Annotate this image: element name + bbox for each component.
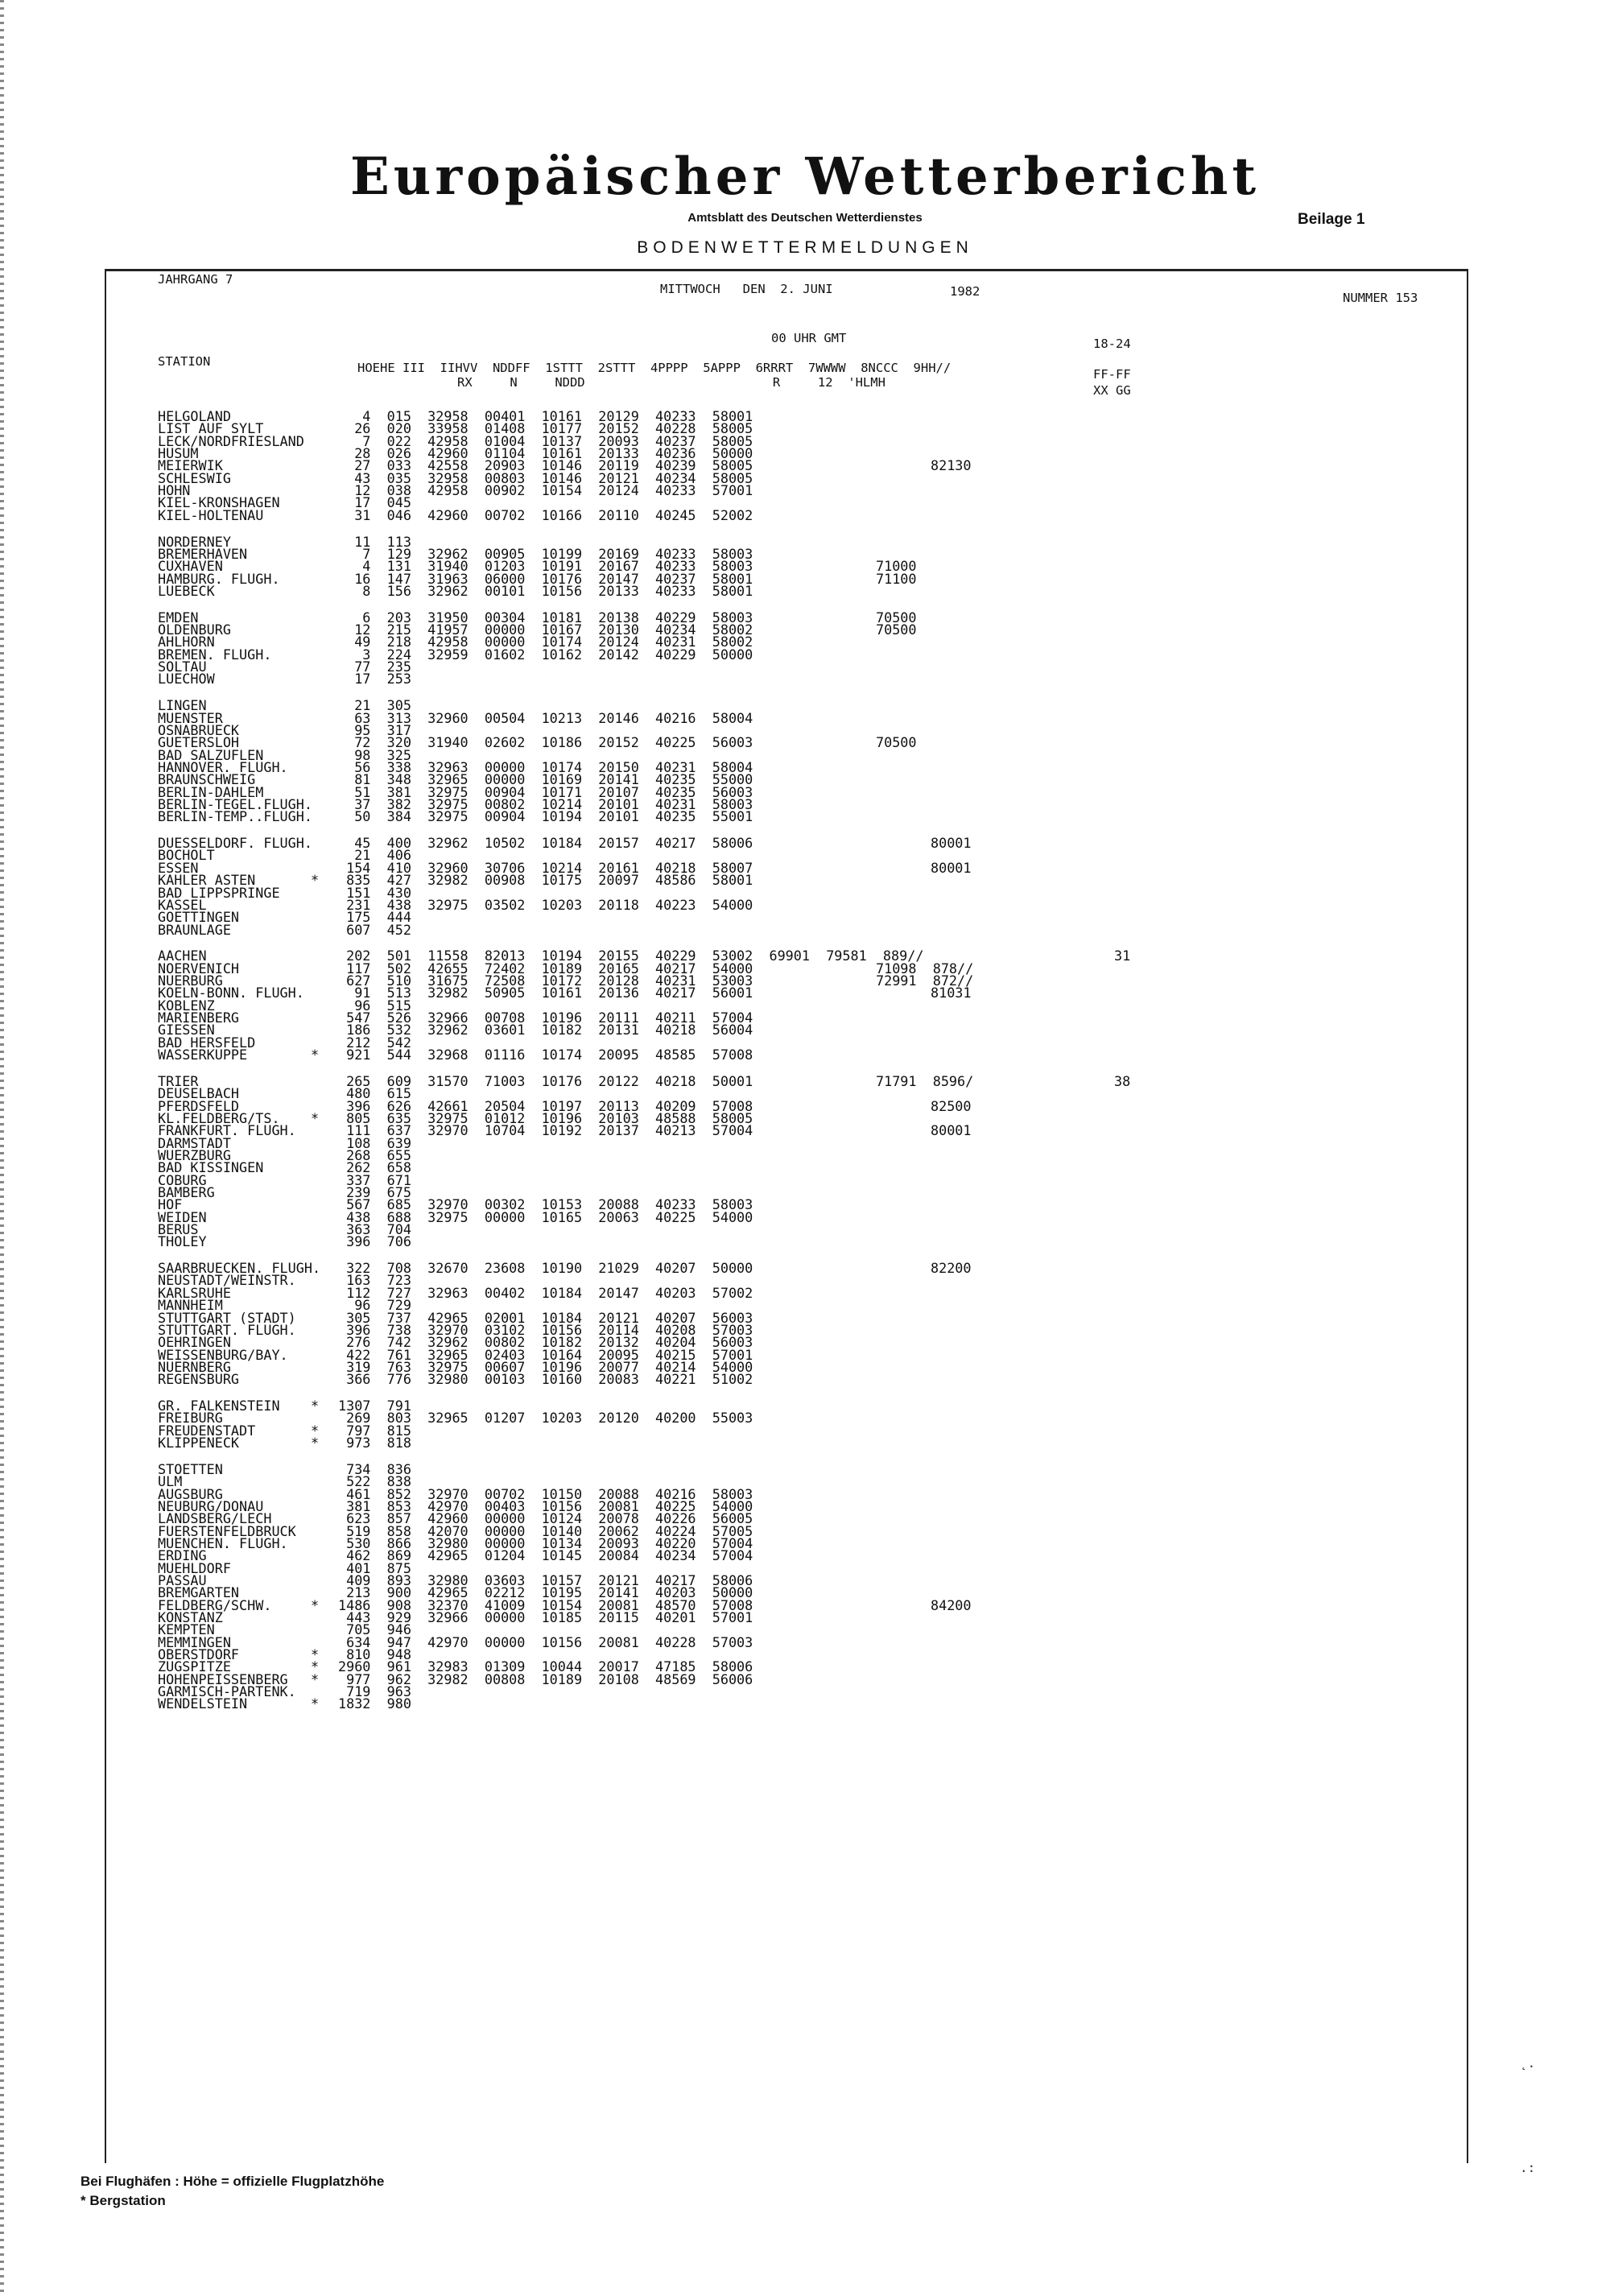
station-data: 734 836 <box>338 1461 411 1477</box>
station-name: MUENCHEN. FLUGH. <box>158 1535 288 1551</box>
station-data: 186 532 32962 03601 10182 20131 40218 56004 <box>338 1022 753 1038</box>
station-name: HUSUM <box>158 445 199 461</box>
station-data: 111 637 32970 10704 10192 20137 40213 57004 <box>338 1122 753 1138</box>
station-data: 91 513 32982 50905 10161 20136 40217 56001 <box>338 985 753 1001</box>
code-column-subheaders: RX N NDDD R 12 'HLMH <box>457 375 886 390</box>
station-data: 17 253 <box>338 671 411 687</box>
station-name: BERUS <box>158 1221 199 1237</box>
station-data: 366 776 32980 00103 10160 20083 40221 51002 <box>338 1371 753 1387</box>
code-column-headers: HOEHE III IIHVV NDDFF 1STTT 2STTT 4PPPP 5APPP 6RRRT 7WWWW 8NCCC 9HH// <box>357 361 952 375</box>
station-data: 8 156 32962 00101 10156 20133 40233 58001 <box>338 583 753 599</box>
station-name: GOETTINGEN <box>158 909 240 925</box>
station-data: 797 815 <box>338 1423 411 1439</box>
station-name: OBERSTDORF <box>158 1646 240 1662</box>
station-name: LUECHOW <box>158 671 215 687</box>
station-data: 239 675 <box>338 1184 411 1200</box>
weather-group: 70500 <box>876 734 917 750</box>
station-name: KIEL-KRONSHAGEN <box>158 494 280 510</box>
mountain-station-marker: * <box>311 1671 320 1687</box>
station-data: 1486 908 32370 41009 10154 20081 48570 57008 <box>338 1597 753 1613</box>
station-data: 438 688 32975 00000 10165 20063 40225 54000 <box>338 1209 753 1225</box>
station-data: 805 635 32975 01012 10196 20103 48588 58005 <box>338 1110 753 1126</box>
weather-group: 71100 <box>876 571 917 587</box>
station-name: BERLIN-DAHLEM <box>158 784 264 800</box>
station-name: FELDBERG/SCHW. <box>158 1597 272 1613</box>
station-name: SOLTAU <box>158 659 207 675</box>
station-data: 96 515 <box>338 997 411 1014</box>
station-data: 262 658 <box>338 1159 411 1175</box>
station-name: KONSTANZ <box>158 1609 223 1625</box>
station-data: 276 742 32962 00802 10182 20132 40204 56003 <box>338 1334 753 1350</box>
station-name: WEISSENBURG/BAY. <box>158 1347 288 1363</box>
station-data: 151 430 <box>338 885 411 901</box>
station-name: KLIPPENECK <box>158 1435 240 1451</box>
margin-mark: .: <box>1520 2160 1536 2175</box>
station-name: WENDELSTEIN <box>158 1695 248 1712</box>
station-name: WASSERKUPPE <box>158 1047 248 1063</box>
station-data: 7 022 42958 01004 10137 20093 40237 58005 <box>338 433 753 449</box>
station-name: HANNOVER. FLUGH. <box>158 759 288 775</box>
station-name: LANDSBERG/LECH <box>158 1510 272 1526</box>
station-data: 11 113 <box>338 534 411 550</box>
cloud-group: 80001 <box>931 835 972 851</box>
station-data: 627 510 31675 72508 10172 20128 40231 53003 <box>338 972 753 989</box>
station-data: 921 544 32968 01116 10174 20095 48585 57008 <box>338 1047 753 1063</box>
station-name: KIEL-HOLTENAU <box>158 507 264 523</box>
station-data: 547 526 32966 00708 10196 20111 40211 57004 <box>338 1010 753 1026</box>
station-name: ERDING <box>158 1547 207 1563</box>
mountain-station-marker: * <box>311 1047 320 1063</box>
station-name: WEIDEN <box>158 1209 207 1225</box>
station-data: 401 875 <box>338 1560 411 1576</box>
station-data: 21 305 <box>338 697 411 713</box>
mountain-station-marker: * <box>311 1658 320 1675</box>
station-data: 607 452 <box>338 922 411 938</box>
station-data: 37 382 32975 00802 10214 20101 40231 58003 <box>338 796 753 812</box>
station-name: BERLIN-TEGEL.FLUGH. <box>158 796 312 812</box>
station-data: 422 761 32965 02403 10164 20095 40215 57001 <box>338 1347 753 1363</box>
station-data: 117 502 42655 72402 10189 20165 40217 54000 <box>338 960 753 977</box>
station-data: 519 858 42070 00000 10140 20062 40224 57005 <box>338 1523 753 1539</box>
station-data: 810 948 <box>338 1646 411 1662</box>
issue-date: MITTWOCH DEN 2. JUNI <box>660 282 833 296</box>
station-data: 337 671 <box>338 1172 411 1188</box>
station-name: COBURG <box>158 1172 207 1188</box>
mountain-station-marker: * <box>311 1398 320 1414</box>
station-name: DARMSTADT <box>158 1135 231 1151</box>
station-name: TRIER <box>158 1073 199 1089</box>
station-data: 96 729 <box>338 1297 411 1313</box>
station-name: GIESSEN <box>158 1022 215 1038</box>
station-name: GR. FALKENSTEIN <box>158 1398 280 1414</box>
station-data: 265 609 31570 71003 10176 20122 40218 50001 <box>338 1073 753 1089</box>
station-data: 269 803 32965 01207 10203 20120 40200 55003 <box>338 1410 753 1426</box>
station-data: 1307 791 <box>338 1398 411 1414</box>
wind-column-subheader: XX GG <box>1093 383 1131 398</box>
station-data: 12 215 41957 00000 10167 20130 40234 58002 <box>338 621 753 638</box>
station-data: 51 381 32975 00904 10171 20107 40235 56003 <box>338 784 753 800</box>
station-name: KOBLENZ <box>158 997 215 1014</box>
station-data: 567 685 32970 00302 10153 20088 40233 58003 <box>338 1196 753 1212</box>
station-data: 322 708 32670 23608 10190 21029 40207 50000 <box>338 1260 753 1276</box>
station-data: 17 045 <box>338 494 411 510</box>
weather-group: 71000 <box>876 558 917 574</box>
station-data: 98 325 <box>338 747 411 763</box>
station-data: 95 317 <box>338 722 411 738</box>
mountain-station-marker: * <box>311 1597 320 1613</box>
station-data: 56 338 32963 00000 10174 20150 40231 58004 <box>338 759 753 775</box>
mountain-station-marker: * <box>311 1435 320 1451</box>
station-name: EMDEN <box>158 609 199 626</box>
weather-group: 72991 872// <box>876 972 974 989</box>
gust-value: 31 <box>1114 948 1131 964</box>
station-name: BERLIN-TEMP..FLUGH. <box>158 808 312 824</box>
station-data: 396 738 32970 03102 10156 20114 40208 57003 <box>338 1322 753 1338</box>
weather-group: 71098 878// <box>876 960 974 977</box>
issue-number: NUMMER 153 <box>1343 291 1418 305</box>
weather-group: 71791 8596/ <box>876 1073 974 1089</box>
mountain-station-marker: * <box>311 1423 320 1439</box>
station-name: BREMERHAVEN <box>158 546 248 562</box>
station-name: KEMPTEN <box>158 1621 215 1637</box>
publisher-line: Amtsblatt des Deutschen Wetterdienstes <box>687 211 923 225</box>
station-data: 213 900 42965 02212 10195 20141 40203 50000 <box>338 1584 753 1600</box>
station-name: BAD KISSINGEN <box>158 1159 264 1175</box>
station-data: 77 235 <box>338 659 411 675</box>
station-name: HOF <box>158 1196 183 1212</box>
station-data: 27 033 42558 20903 10146 20119 40239 58005 <box>338 457 753 473</box>
station-data: 202 501 11558 82013 10194 20155 40229 53002 69901 79581 889// <box>338 948 924 964</box>
station-name: NEUSTADT/WEINSTR. <box>158 1272 296 1288</box>
station-data: 530 866 32980 00000 10134 20093 40220 57004 <box>338 1535 753 1551</box>
mountain-station-marker: * <box>311 1695 320 1712</box>
station-name: BAMBERG <box>158 1184 215 1200</box>
cloud-group: 84200 <box>931 1597 972 1613</box>
station-data: 1832 980 <box>338 1695 411 1712</box>
mountain-station-marker: * <box>311 1110 320 1126</box>
station-name: OLDENBURG <box>158 621 231 638</box>
station-data: 81 348 32965 00000 10169 20141 40235 55000 <box>338 771 753 787</box>
station-name: THOLEY <box>158 1233 207 1249</box>
station-data: 705 946 <box>338 1621 411 1637</box>
station-name: AACHEN <box>158 948 207 964</box>
station-name: ESSEN <box>158 860 199 876</box>
station-name: BOCHOLT <box>158 847 215 863</box>
station-data: 108 639 <box>338 1135 411 1151</box>
station-name: BRAUNLAGE <box>158 922 231 938</box>
station-name: KAHLER ASTEN <box>158 872 256 888</box>
station-data: 634 947 42970 00000 10156 20081 40228 57003 <box>338 1634 753 1650</box>
cloud-group: 80001 <box>931 1122 972 1138</box>
observation-time: 00 UHR GMT <box>771 331 847 345</box>
footnote-mountain: * Bergstation <box>80 2193 166 2208</box>
scan-edge <box>0 0 4 2296</box>
station-data: 4 015 32958 00401 10161 20129 40233 58001 <box>338 408 753 424</box>
station-name: MUEHLDORF <box>158 1560 231 1576</box>
station-name: MEMMINGEN <box>158 1634 231 1650</box>
station-name: GUETERSLOH <box>158 734 240 750</box>
station-data: 443 929 32966 00000 10185 20115 40201 57001 <box>338 1609 753 1625</box>
station-name: NOERVENICH <box>158 960 240 977</box>
station-name: BAD SALZUFLEN <box>158 747 264 763</box>
volume-label: JAHRGANG 7 <box>158 272 233 287</box>
weather-group: 70500 <box>876 621 917 638</box>
station-data: 43 035 32958 00803 10146 20121 40234 58005 <box>338 470 753 486</box>
station-name: ULM <box>158 1473 183 1489</box>
section-title: BODENWETTERMELDUNGEN <box>637 238 973 257</box>
cloud-group: 82130 <box>931 457 972 473</box>
station-name: FREUDENSTADT <box>158 1423 256 1439</box>
station-name: DEUSELBACH <box>158 1085 240 1101</box>
station-data: 835 427 32982 00908 10175 20097 48586 58001 <box>338 872 753 888</box>
station-data: 63 313 32960 00504 10213 20146 40216 58004 <box>338 710 753 726</box>
station-name: HAMBURG. FLUGH. <box>158 571 280 587</box>
supplement-label: Beilage 1 <box>1298 211 1365 228</box>
station-data: 231 438 32975 03502 10203 20118 40223 54000 <box>338 897 753 913</box>
station-data: 163 723 <box>338 1272 411 1288</box>
station-data: 409 893 32980 03603 10157 20121 40217 58006 <box>338 1572 753 1588</box>
station-data: 112 727 32963 00402 10184 20147 40203 57002 <box>338 1285 753 1301</box>
station-name: KARLSRUHE <box>158 1285 231 1301</box>
station-name: KL.FELDBERG/TS. <box>158 1110 280 1126</box>
station-name: BREMEN. FLUGH. <box>158 646 272 663</box>
station-name: NEUBURG/DONAU <box>158 1498 264 1514</box>
station-data: 50 384 32975 00904 10194 20101 40235 55001 <box>338 808 753 824</box>
station-name: BRAUNSCHWEIG <box>158 771 256 787</box>
station-data: 49 218 42958 00000 10174 20124 40231 58002 <box>338 634 753 650</box>
station-data: 2960 961 32983 01309 10044 20017 47185 58006 <box>338 1658 753 1675</box>
station-name: NORDERNEY <box>158 534 231 550</box>
station-data: 396 706 <box>338 1233 411 1249</box>
footnote-airports: Bei Flughäfen : Höhe = offizielle Flugplatzhöhe <box>80 2174 385 2189</box>
station-name: FUERSTENFELDBRUCK <box>158 1523 296 1539</box>
station-name: BAD HERSFELD <box>158 1034 256 1051</box>
station-data: 461 852 32970 00702 10150 20088 40216 58003 <box>338 1486 753 1502</box>
station-column-header: STATION <box>158 354 211 369</box>
station-data: 28 026 42960 01104 10161 20133 40236 50000 <box>338 445 753 461</box>
cloud-group: 80001 <box>931 860 972 876</box>
report-frame <box>105 269 1468 2163</box>
cloud-group: 81031 <box>931 985 972 1001</box>
station-name: ZUGSPITZE <box>158 1658 231 1675</box>
station-data: 31 046 42960 00702 10166 20110 40245 52002 <box>338 507 753 523</box>
station-name: LIST AUF SYLT <box>158 420 264 436</box>
station-name: PASSAU <box>158 1572 207 1588</box>
station-data: 462 869 42965 01204 10145 20084 40234 57004 <box>338 1547 753 1563</box>
station-data: 396 626 42661 20504 10197 20113 40209 57008 <box>338 1098 753 1114</box>
station-data: 7 129 32962 00905 10199 20169 40233 58003 <box>338 546 753 562</box>
station-name: KOELN-BONN. FLUGH. <box>158 985 304 1001</box>
station-data: 212 542 <box>338 1034 411 1051</box>
weather-group: 70500 <box>876 609 917 626</box>
station-name: BREMGARTEN <box>158 1584 240 1600</box>
station-name: OSNABRUECK <box>158 722 240 738</box>
station-data: 26 020 33958 01408 10177 20152 40228 58005 <box>338 420 753 436</box>
station-data: 623 857 42960 00000 10124 20078 40226 56005 <box>338 1510 753 1526</box>
mountain-station-marker: * <box>311 872 320 888</box>
station-name: MANNHEIM <box>158 1297 223 1313</box>
station-name: STUTTGART (STADT) <box>158 1310 296 1326</box>
station-name: LUEBECK <box>158 583 215 599</box>
station-name: FRANKFURT. FLUGH. <box>158 1122 296 1138</box>
station-name: AUGSBURG <box>158 1486 223 1502</box>
margin-mark: ˛. <box>1520 2055 1536 2071</box>
station-name: DUESSELDORF. FLUGH. <box>158 835 312 851</box>
station-data: 480 615 <box>338 1085 411 1101</box>
station-name: HOHENPEISSENBERG <box>158 1671 288 1687</box>
station-data: 175 444 <box>338 909 411 925</box>
station-data: 522 838 <box>338 1473 411 1489</box>
station-data: 719 963 <box>338 1683 411 1699</box>
station-data: 72 320 31940 02602 10186 20152 40225 56003 <box>338 734 753 750</box>
station-name: NUERBURG <box>158 972 223 989</box>
station-name: SAARBRUECKEN. FLUGH. <box>158 1260 321 1276</box>
gust-value: 38 <box>1114 1073 1131 1089</box>
station-name: MEIERWIK <box>158 457 223 473</box>
station-name: FREIBURG <box>158 1410 223 1426</box>
station-name: STOETTEN <box>158 1461 223 1477</box>
station-data: 4 131 31940 01203 10191 20167 40233 58003 <box>338 558 753 574</box>
station-data: 268 655 <box>338 1147 411 1163</box>
station-name: SCHLESWIG <box>158 470 231 486</box>
station-name: LINGEN <box>158 697 207 713</box>
station-name: KASSEL <box>158 897 207 913</box>
station-data: 16 147 31963 06000 10176 20147 40237 58001 <box>338 571 753 587</box>
station-name: NUERNBERG <box>158 1359 231 1375</box>
station-data: 363 704 <box>338 1221 411 1237</box>
station-data: 319 763 32975 00607 10196 20077 40214 54000 <box>338 1359 753 1375</box>
station-data: 973 818 <box>338 1435 411 1451</box>
cloud-group: 82200 <box>931 1260 972 1276</box>
station-data: 45 400 32962 10502 10184 20157 40217 58006 <box>338 835 753 851</box>
station-name: REGENSBURG <box>158 1371 240 1387</box>
time-range: 18-24 <box>1093 337 1131 351</box>
station-data: 154 410 32960 30706 10214 20161 40218 58007 <box>338 860 753 876</box>
cloud-group: 82500 <box>931 1098 972 1114</box>
wind-column-header: FF-FF <box>1093 367 1131 382</box>
station-name: HOHN <box>158 482 191 498</box>
station-name: CUXHAVEN <box>158 558 223 574</box>
station-name: OEHRINGEN <box>158 1334 231 1350</box>
station-name: MARIENBERG <box>158 1010 240 1026</box>
station-data: 305 737 42965 02001 10184 20121 40207 56003 <box>338 1310 753 1326</box>
station-name: HELGOLAND <box>158 408 231 424</box>
station-name: GARMISCH-PARTENK. <box>158 1683 296 1699</box>
issue-year: 1982 <box>950 284 980 299</box>
station-name: MUENSTER <box>158 710 223 726</box>
station-name: STUTTGART. FLUGH. <box>158 1322 296 1338</box>
page-title: Europäischer Wetterbericht <box>350 147 1260 207</box>
station-data: 12 038 42958 00902 10154 20124 40233 57001 <box>338 482 753 498</box>
mountain-station-marker: * <box>311 1646 320 1662</box>
station-name: LECK/NORDFRIESLAND <box>158 433 304 449</box>
station-name: AHLHORN <box>158 634 215 650</box>
station-data: 977 962 32982 00808 10189 20108 48569 56006 <box>338 1671 753 1687</box>
station-name: PFERDSFELD <box>158 1098 240 1114</box>
station-data: 381 853 42970 00403 10156 20081 40225 54000 <box>338 1498 753 1514</box>
station-data: 3 224 32959 01602 10162 20142 40229 50000 <box>338 646 753 663</box>
station-name: WUERZBURG <box>158 1147 231 1163</box>
station-data: 21 406 <box>338 847 411 863</box>
station-name: BAD LIPPSPRINGE <box>158 885 280 901</box>
station-data: 6 203 31950 00304 10181 20138 40229 58003 <box>338 609 753 626</box>
